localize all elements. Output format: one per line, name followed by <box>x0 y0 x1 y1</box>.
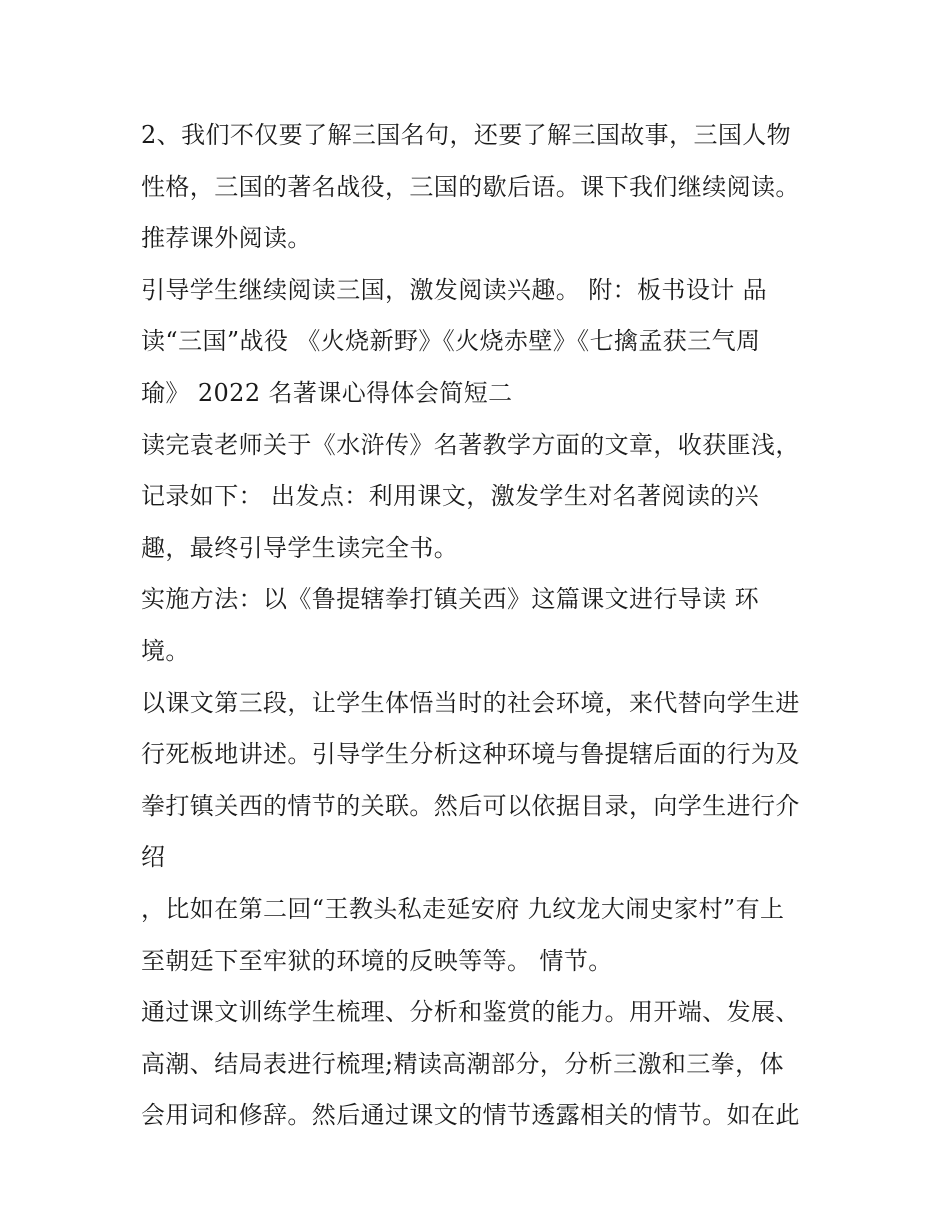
text-line: 至朝廷下至牢狱的环境的反映等等。 情节。 <box>141 946 613 975</box>
text-line: 境。 <box>141 636 190 665</box>
text-line: 引导学生继续阅读三国，激发阅读兴趣。 附：板书设计 品 <box>141 275 768 304</box>
text-line: 以课文第三段，让学生体悟当时的社会环境，来代替向学生进 <box>141 688 800 717</box>
text-line: 实施方法：以《鲁提辖拳打镇关西》这篇课文进行导读 环 <box>141 585 760 614</box>
text-line: 性格，三国的著名战役，三国的歇后语。课下我们继续阅读。 <box>141 172 800 201</box>
text-line: ，比如在第二回“王教头私走延安府 九纹龙大闹史家村”有上 <box>141 894 785 923</box>
text-line: 绍 <box>141 843 166 872</box>
text-line: 拳打镇关西的情节的关联。然后可以依据目录，向学生进行介 <box>141 791 800 820</box>
text-line: 2、我们不仅要了解三国名句，还要了解三国故事，三国人物 <box>141 121 792 149</box>
text-line: 通过课文训练学生梳理、分析和鉴赏的能力。用开端、发展、 <box>141 998 800 1027</box>
text-line: 高潮、结局表进行梳理;精读高潮部分，分析三激和三拳，体 <box>141 1049 784 1078</box>
text-line: 行死板地讲述。引导学生分析这种环境与鲁提辖后面的行为及 <box>141 740 800 769</box>
text-line: 瑜》 2022 名著课心得体会简短二 <box>141 378 513 407</box>
text-line: 读完袁老师关于《水浒传》名著教学方面的文章，收获匪浅， <box>141 430 800 459</box>
document-body <box>141 110 831 1142</box>
text-line: 趣，最终引导学生读完全书。 <box>141 533 459 562</box>
text-line: 读“三国”战役 《火烧新野》《火烧赤壁》《七擒孟获三气周 <box>141 327 761 356</box>
text-line: 推荐课外阅读。 <box>141 224 312 253</box>
text-line: 会用词和修辞。然后通过课文的情节透露相关的情节。如在此 <box>141 1101 800 1130</box>
text-line: 记录如下： 出发点：利用课文，激发学生对名著阅读的兴 <box>141 482 760 511</box>
